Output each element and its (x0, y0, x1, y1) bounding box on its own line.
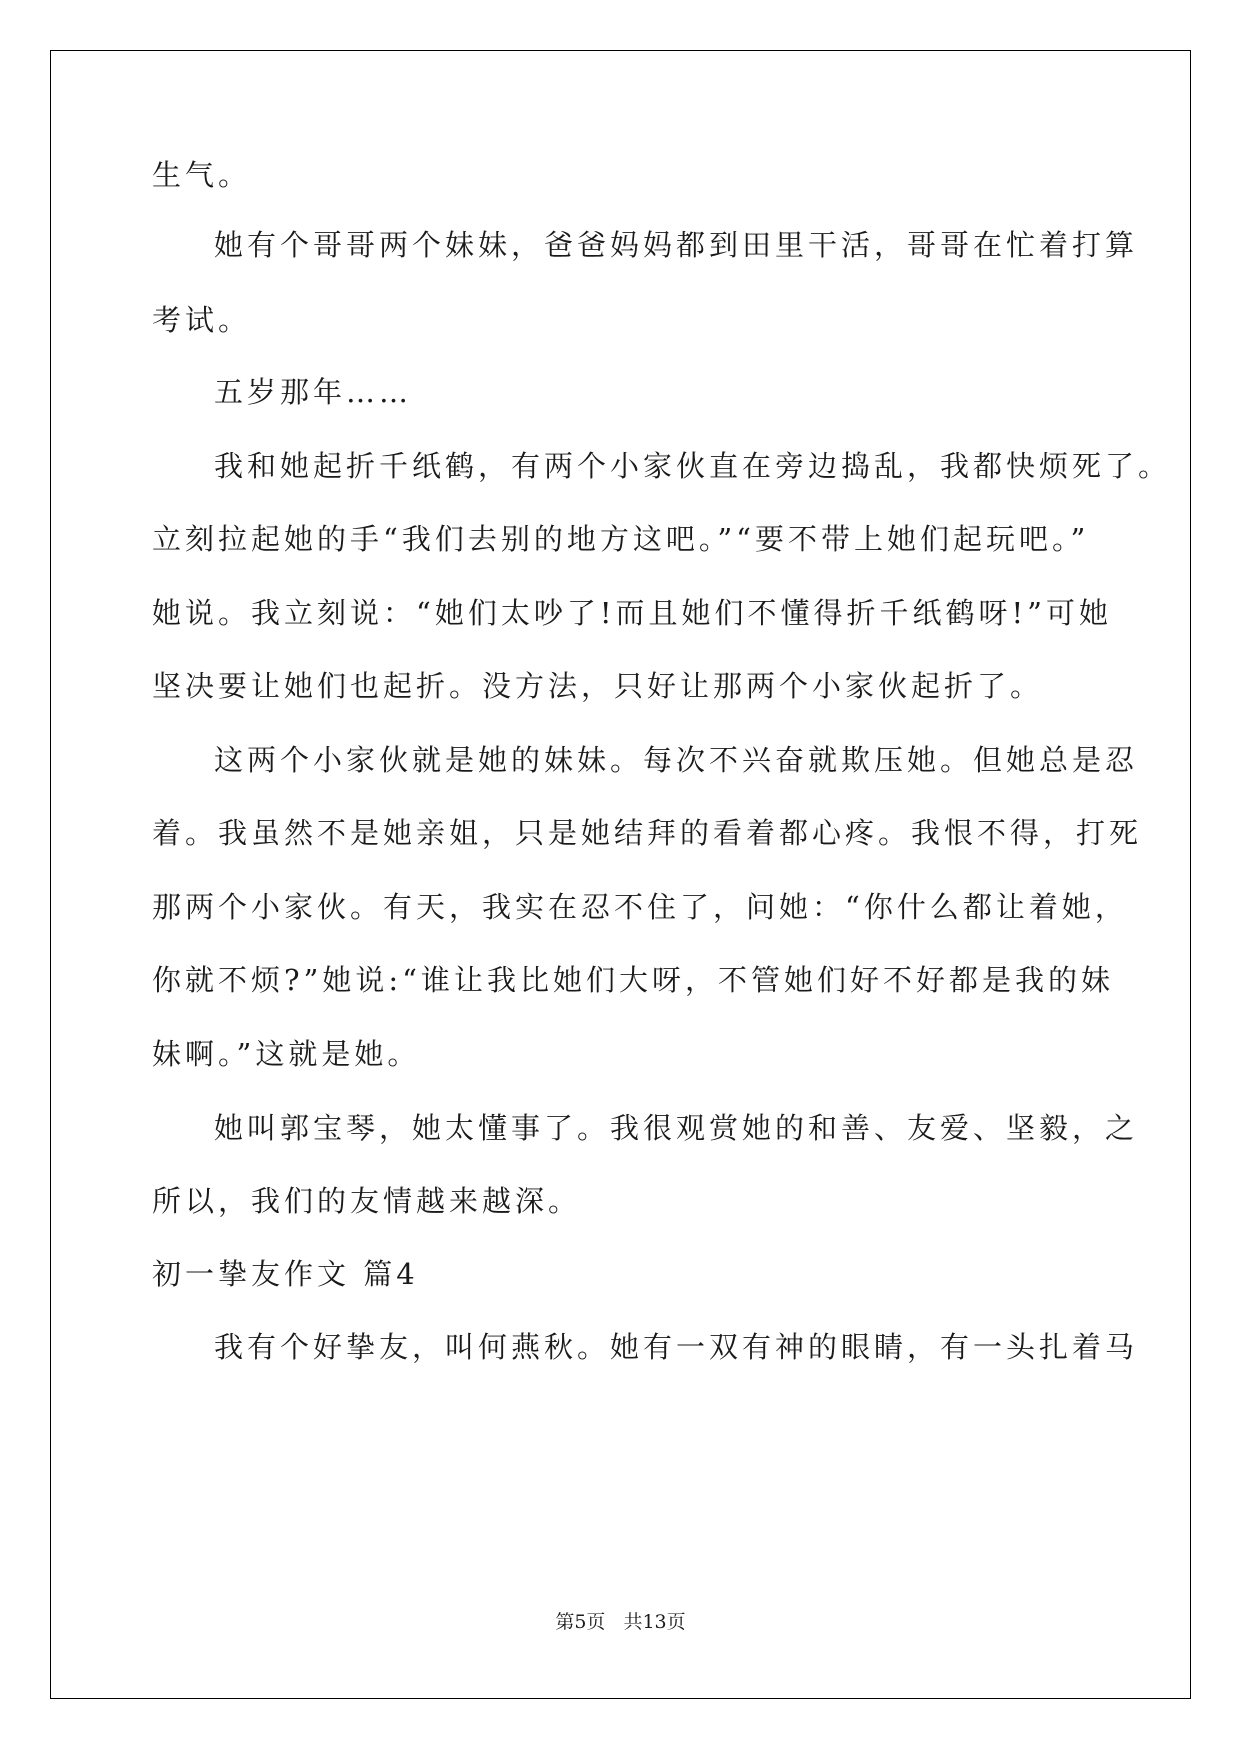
paragraph-line: 你就不烦?”她说:“谁让我比她们大呀，不管她们好不好都是我的妹 (152, 963, 1114, 997)
paragraph-line: 坚决要让她们也起折。没方法，只好让那两个小家伙起折了。 (152, 669, 1044, 703)
paragraph-line: 生气。 (152, 158, 252, 192)
paragraph-line: 她说。我立刻说：“她们太吵了!而且她们不懂得折千纸鹤呀!”可她 (152, 596, 1112, 630)
paragraph-line: 妹啊。”这就是她。 (152, 1037, 421, 1071)
page-number-total: 共13页 (623, 1611, 686, 1633)
paragraph-line: 她叫郭宝琴，她太懂事了。我很观赏她的和善、友爱、坚毅，之 (214, 1111, 1139, 1145)
page-footer (0, 1607, 1241, 1634)
paragraph-line: 立刻拉起她的手“我们去别的地方这吧。”“要不带上她们起玩吧。” (152, 522, 1090, 556)
paragraph-line: 这两个小家伙就是她的妹妹。每次不兴奋就欺压她。但她总是忍 (214, 743, 1139, 777)
paragraph-line: 那两个小家伙。有天，我实在忍不住了，问她：“你什么都让着她， (152, 890, 1128, 924)
paragraph-line: 我有个好挚友，叫何燕秋。她有一双有神的眼睛，有一头扎着马 (214, 1330, 1139, 1364)
paragraph-line: 考试。 (152, 303, 252, 337)
page-number-current: 第5页 (555, 1611, 606, 1633)
paragraph-line: 所以，我们的友情越来越深。 (152, 1184, 582, 1218)
section-heading: 初一挚友作文 篇4 (152, 1257, 419, 1291)
paragraph-line: 五岁那年…… (214, 375, 413, 409)
page-border (50, 50, 1191, 1699)
paragraph-line: 着。我虽然不是她亲姐，只是她结拜的看着都心疼。我恨不得，打死 (152, 816, 1143, 850)
paragraph-line: 我和她起折千纸鹤，有两个小家伙直在旁边捣乱，我都快烦死了。 (214, 449, 1172, 483)
paragraph-line: 她有个哥哥两个妹妹，爸爸妈妈都到田里干活，哥哥在忙着打算 (214, 228, 1139, 262)
